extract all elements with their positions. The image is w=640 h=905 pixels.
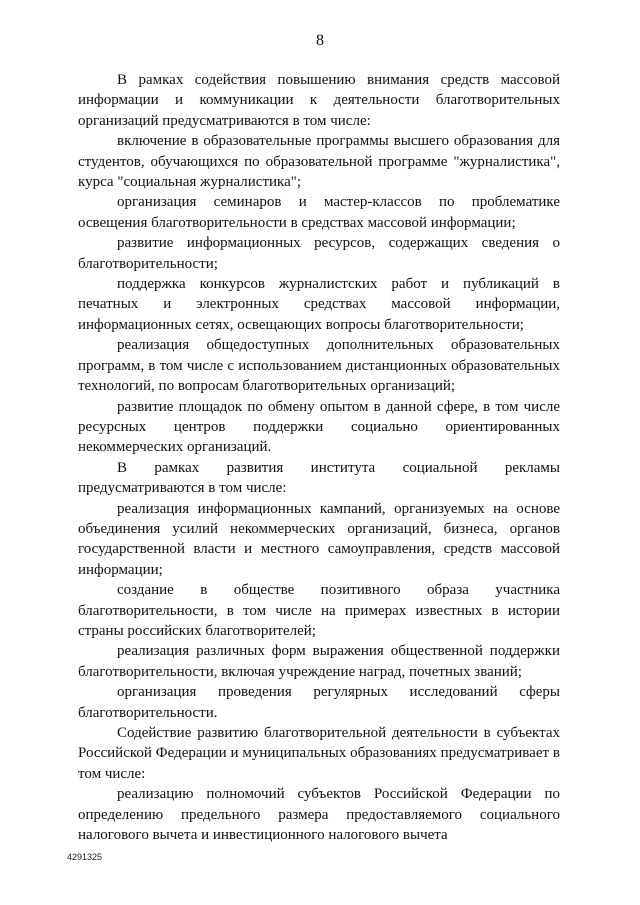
paragraph-info-resources: развитие информационных ресурсов, содержащих сведения о благотворительности; bbox=[78, 235, 560, 272]
paragraph-tax-deduction: реализацию полномочий субъектов Российской Федерации по определению предельного размера предоставляемого социального налогового вычета и инвестиционного налогового вычета bbox=[78, 786, 560, 844]
paragraph-social-ads-intro: В рамках развития института социальной рекламы предусматриваются в том числе: bbox=[78, 459, 560, 497]
paragraph-regions-intro: Содействие развитию благотворительной деятельности в субъектах Российской Федерации и муниципальных образованиях предусматривает в том числе: bbox=[78, 725, 560, 782]
document-code: 4291325 bbox=[67, 852, 103, 862]
page-number: 8 bbox=[316, 32, 324, 49]
paragraph-exchange-platforms: развитие площадок по обмену опытом в данной сфере, в том числе ресурсных центров поддержки социально ориентированных некоммерческих организаций. bbox=[78, 398, 560, 456]
paragraph-info-campaigns: реализация информационных кампаний, организуемых на основе объединения усилий некоммерческих организаций, бизнеса, органов государственной власти и местного самоуправления, средств массовой информации; bbox=[78, 500, 560, 578]
document-body bbox=[78, 70, 560, 845]
paragraph-seminars: организация семинаров и мастер-классов по проблематике освещения благотворительности в средствах массовой информации; bbox=[78, 194, 560, 231]
paragraph-public-support: реализация различных форм выражения общественной поддержки благотворительности, включая учреждение наград, почетных званий; bbox=[78, 643, 560, 680]
paragraph-media-intro: В рамках содействия повышению внимания средств массовой информации и коммуникации к деятельности благотворительных организаций предусматриваются в том числе: bbox=[78, 72, 560, 129]
paragraph-journalism-course: включение в образовательные программы высшего образования для студентов, обучающихся по образовательной программе "журналистика", курса "социальная журналистика"; bbox=[78, 133, 560, 191]
paragraph-contests: поддержка конкурсов журналистских работ и публикаций в печатных и электронных средствах массовой информации, информационных сетях, освещающих вопросы благотворительности; bbox=[78, 276, 560, 333]
paragraph-positive-image: создание в обществе позитивного образа участника благотворительности, в том числе на примерах известных в истории страны российских благотворителей; bbox=[78, 582, 560, 639]
paragraph-education-programs: реализация общедоступных дополнительных образовательных программ, в том числе с использованием дистанционных образовательных технологий, по вопросам благотворительных организаций; bbox=[78, 337, 560, 395]
paragraph-research: организация проведения регулярных исследований сферы благотворительности. bbox=[78, 684, 560, 721]
